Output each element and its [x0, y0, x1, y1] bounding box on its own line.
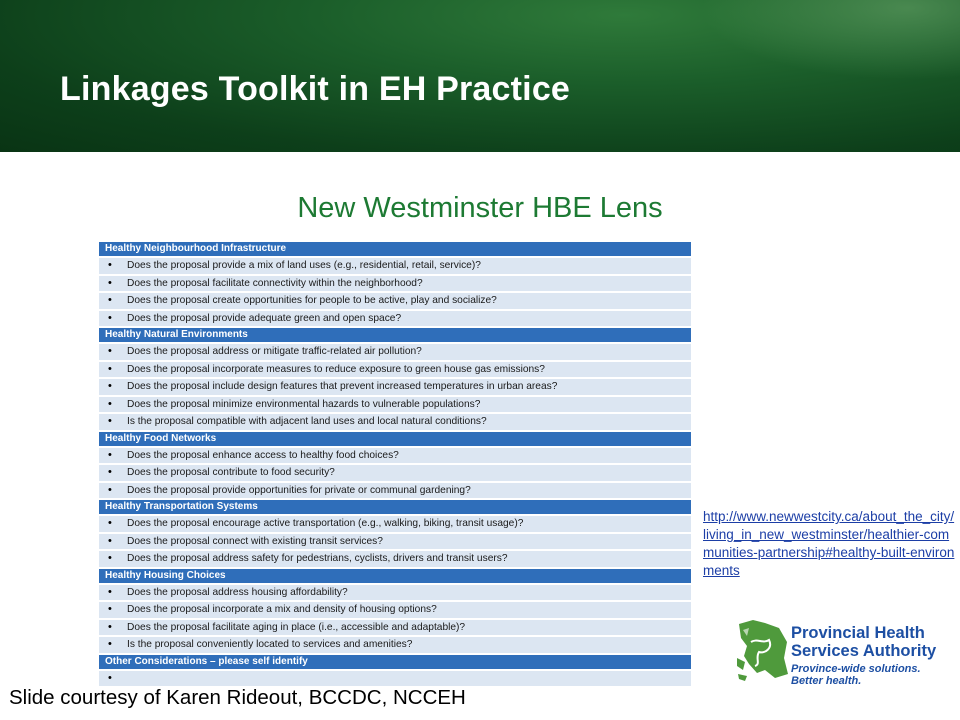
lens-question-text: Does the proposal include design features that prevent increased temperatures in urban areas?	[127, 381, 558, 392]
bullet-icon: •	[108, 534, 112, 547]
bullet-icon: •	[108, 415, 112, 427]
lens-question-text: Does the proposal minimize environmental hazards to vulnerable populations?	[127, 398, 481, 410]
bullet-icon: •	[108, 517, 112, 529]
lens-question-text: Does the proposal address safety for pedestrians, cyclists, drivers and transit users?	[127, 553, 508, 564]
bullet-icon: •	[108, 448, 112, 461]
lens-question-row	[99, 483, 691, 499]
lens-question-row	[99, 397, 691, 413]
bullet-icon: •	[108, 466, 112, 478]
slide-credit: Slide courtesy of Karen Rideout, BCCDC, NCCEH	[9, 686, 466, 709]
lens-section-header: Healthy Natural Environments	[99, 328, 691, 342]
slide-title: Linkages Toolkit in EH Practice	[60, 70, 571, 108]
logo-name-line1: Provincial Health	[791, 624, 925, 642]
bullet-icon: •	[108, 585, 112, 598]
lens-question-row	[99, 344, 691, 360]
lens-question-text: Does the proposal connect with existing transit services?	[127, 535, 383, 547]
lens-section-header: Healthy Neighbourhood Infrastructure	[99, 242, 691, 256]
lens-question-text: Does the proposal facilitate connectivity within the neighborhood?	[127, 277, 423, 289]
bullet-icon: •	[108, 638, 112, 650]
lens-question-row	[99, 671, 691, 687]
lens-question-text: Is the proposal compatible with adjacent land uses and local natural conditions?	[127, 416, 487, 427]
bullet-icon: •	[108, 603, 112, 615]
lens-question-text: Does the proposal incorporate a mix and density of housing options?	[127, 604, 437, 615]
lens-question-text: Does the proposal provide opportunities for private or communal gardening?	[127, 484, 471, 496]
bullet-icon: •	[108, 362, 112, 375]
lens-section-header: Healthy Food Networks	[99, 432, 691, 446]
lens-question-text: Does the proposal address housing affordability?	[127, 586, 348, 598]
title-banner	[0, 0, 960, 152]
lens-question-row	[99, 585, 691, 601]
logo-tagline-line1: Province-wide solutions.	[791, 663, 921, 675]
lens-question-row	[99, 379, 691, 395]
lens-section-header: Other Considerations – please self identify	[99, 655, 691, 669]
lens-question-text: Is the proposal conveniently located to services and amenities?	[127, 639, 413, 650]
bullet-icon: •	[108, 552, 112, 564]
lens-question-row	[99, 534, 691, 550]
lens-question-row	[99, 448, 691, 464]
bullet-icon: •	[108, 259, 112, 271]
lens-question-text: Does the proposal provide a mix of land uses (e.g., residential, retail, service)?	[127, 260, 481, 271]
lens-section-header: Healthy Housing Choices	[99, 569, 691, 583]
lens-question-row	[99, 516, 691, 532]
logo-tagline	[791, 663, 921, 687]
lens-question-text: Does the proposal incorporate measures to reduce exposure to green house gas emissions?	[127, 363, 545, 375]
lens-question-text: Does the proposal enhance access to healthy food choices?	[127, 449, 399, 461]
bullet-icon: •	[108, 276, 112, 289]
banner-highlight	[700, 0, 960, 80]
lens-question-text: Does the proposal encourage active transportation (e.g., walking, biking, transit usage)?	[127, 518, 524, 529]
lens-question-text: Does the proposal provide adequate green and open space?	[127, 312, 402, 324]
lens-question-row	[99, 602, 691, 618]
subtitle-text: New Westminster HBE Lens	[297, 192, 663, 224]
bullet-icon: •	[108, 620, 112, 633]
lens-question-row	[99, 276, 691, 292]
lens-question-row	[99, 637, 691, 653]
lens-question-row	[99, 465, 691, 481]
lens-question-row	[99, 620, 691, 636]
logo-name-line2: Services Authority	[791, 642, 937, 660]
lens-question-text: Does the proposal address or mitigate traffic-related air pollution?	[127, 346, 422, 357]
bullet-icon: •	[108, 671, 112, 684]
phsa-logo	[735, 618, 945, 690]
lens-question-row	[99, 293, 691, 309]
lens-question-text: Does the proposal create opportunities for people to be active, play and socialize?	[127, 295, 497, 306]
lens-question-row	[99, 258, 691, 274]
source-link[interactable]: http://www.newwestcity.ca/about_the_city/living_in_new_westminster/healthier-communities-partnership#healthy-built-environments	[703, 509, 955, 578]
bullet-icon: •	[108, 294, 112, 306]
bullet-icon: •	[108, 397, 112, 410]
lens-question-row	[99, 551, 691, 567]
lens-question-row	[99, 362, 691, 378]
lens-question-text: Does the proposal facilitate aging in place (i.e., accessible and adaptable)?	[127, 621, 466, 633]
lens-question-row	[99, 311, 691, 327]
lens-question-row	[99, 414, 691, 430]
bullet-icon: •	[108, 483, 112, 496]
bc-map-icon	[735, 618, 791, 684]
bullet-icon: •	[108, 311, 112, 324]
logo-name	[791, 624, 936, 660]
hbe-lens-table	[99, 242, 691, 720]
bullet-icon: •	[108, 380, 112, 392]
slide-subtitle	[0, 192, 960, 225]
logo-tagline-line2: Better health.	[791, 675, 862, 687]
bullet-icon: •	[108, 345, 112, 357]
lens-question-text: Does the proposal contribute to food security?	[127, 467, 335, 478]
lens-section-header: Healthy Transportation Systems	[99, 500, 691, 514]
